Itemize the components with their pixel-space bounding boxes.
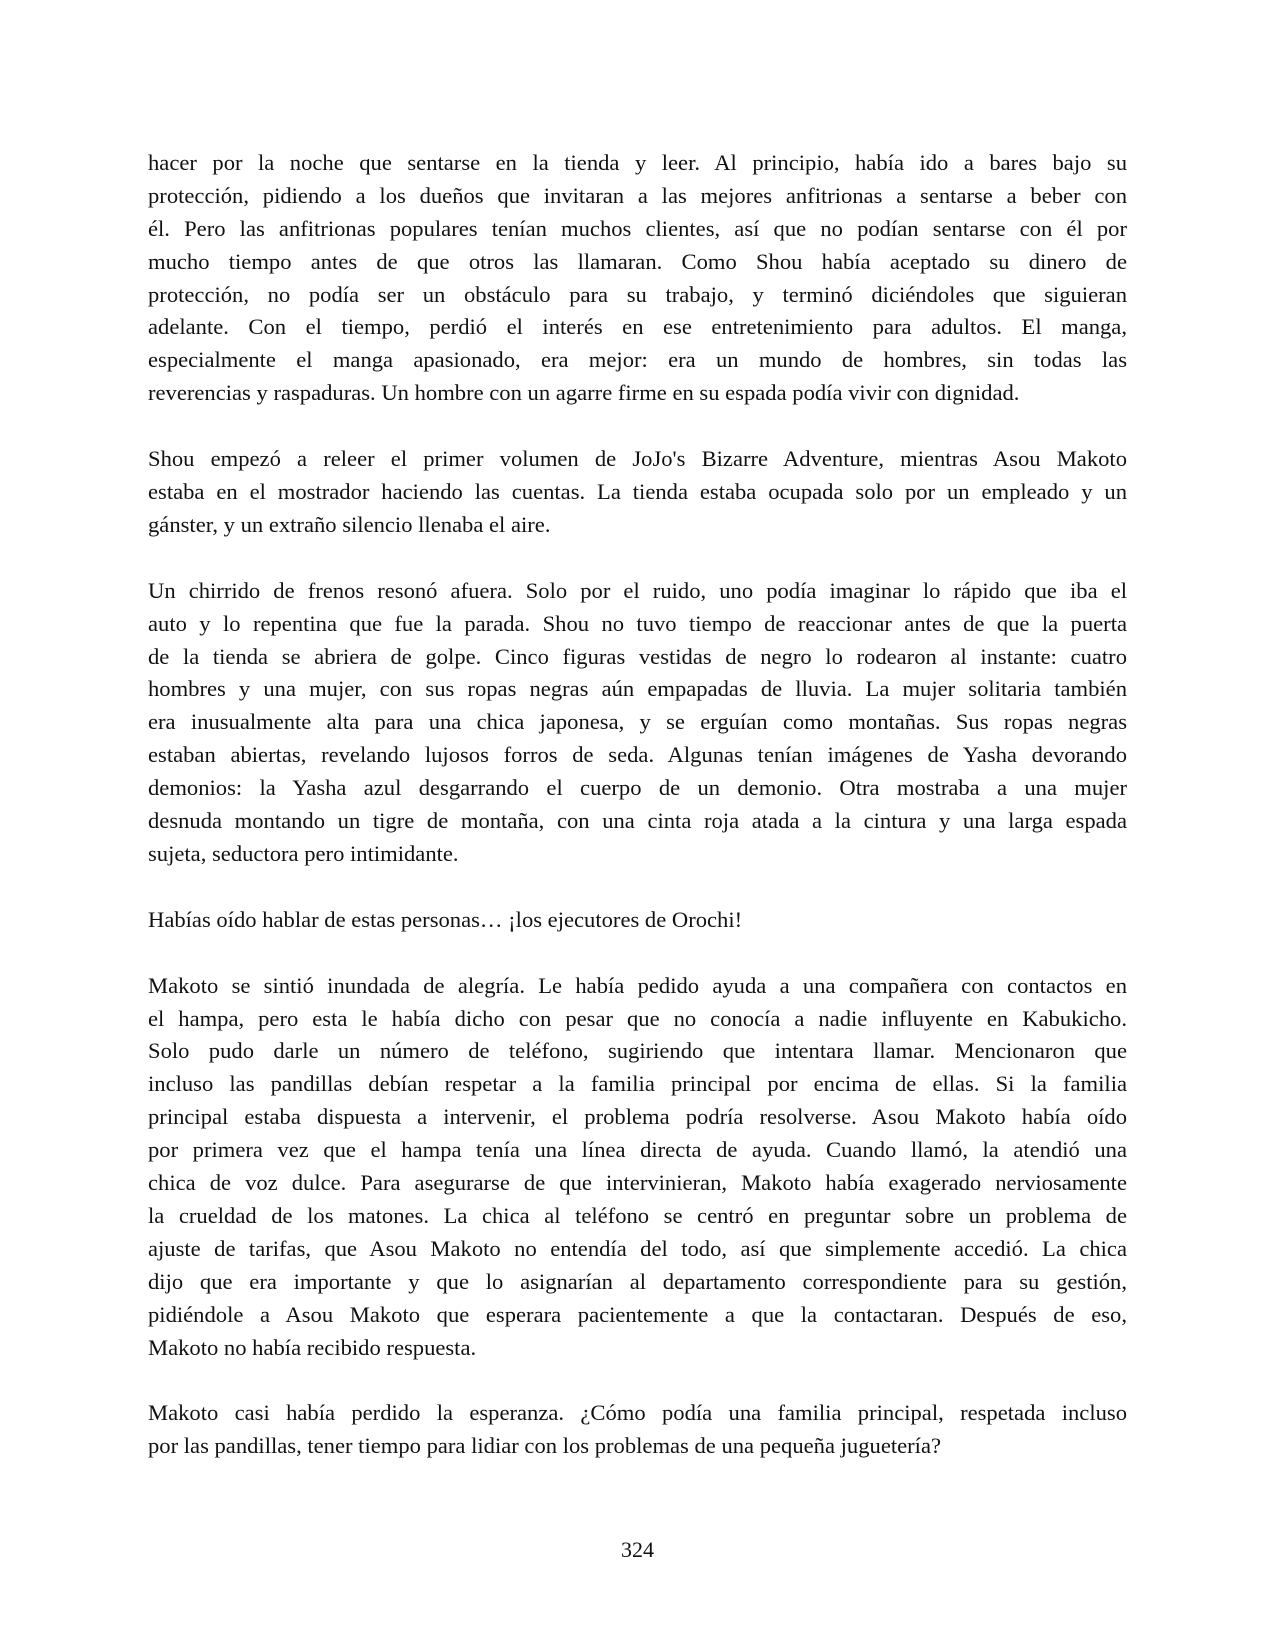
text-line: Habías oído hablar de estas personas… ¡los ejecutores de Orochi! xyxy=(148,906,743,932)
text-line: la crueldad de los matones. La chica al teléfono se centró en preguntar sobre un problema de xyxy=(148,1202,1127,1228)
text-line: ajuste de tarifas, que Asou Makoto no entendía del todo, así que simplemente accedió. La chica xyxy=(148,1235,1127,1261)
paragraph-5 xyxy=(148,970,1127,1365)
paragraph-2 xyxy=(148,443,1127,542)
text-line: pidiéndole a Asou Makoto que esperara pacientemente a que la contactaran. Después de eso, xyxy=(148,1301,1127,1327)
text-line: dijo que era importante y que lo asignarían al departamento correspondiente para su gestión, xyxy=(148,1268,1127,1294)
text-line: chica de voz dulce. Para asegurarse de que intervinieran, Makoto había exagerado nerviosamente xyxy=(148,1170,1127,1196)
text-line: Makoto no había recibido respuesta. xyxy=(148,1334,477,1360)
text-line: él. Pero las anfitrionas populares tenían muchos clientes, así que no podían sentarse con él por xyxy=(148,215,1127,241)
paragraph-4 xyxy=(148,904,1127,937)
text-line: mucho tiempo antes de que otros las llamaran. Como Shou había aceptado su dinero de xyxy=(148,248,1127,274)
text-line: demonios: la Yasha azul desgarrando el cuerpo de un demonio. Otra mostraba a una mujer xyxy=(148,775,1127,801)
text-line: por las pandillas, tener tiempo para lidiar con los problemas de una pequeña juguetería? xyxy=(148,1433,942,1459)
text-line: principal estaba dispuesta a intervenir, el problema podría resolverse. Asou Makoto había oído xyxy=(148,1104,1127,1130)
text-line: incluso las pandillas debían respetar a la familia principal por encima de ellas. Si la familia xyxy=(148,1071,1127,1097)
text-line: de la tienda se abriera de golpe. Cinco figuras vestidas de negro lo rodearon al instante: cuatro xyxy=(148,643,1127,669)
text-line: Solo pudo darle un número de teléfono, sugiriendo que intentara llamar. Mencionaron que xyxy=(148,1038,1127,1064)
text-line: sujeta, seductora pero intimidante. xyxy=(148,840,459,866)
text-line: especialmente el manga apasionado, era mejor: era un mundo de hombres, sin todas las xyxy=(148,347,1127,373)
text-line: era inusualmente alta para una chica japonesa, y se erguían como montañas. Sus ropas negras xyxy=(148,709,1127,735)
text-line: el hampa, pero esta le había dicho con pesar que no conocía a nadie influyente en Kabukicho. xyxy=(148,1005,1127,1031)
text-line: reverencias y raspaduras. Un hombre con un agarre firme en su espada podía vivir con dignidad. xyxy=(148,380,1020,406)
text-line: hombres y una mujer, con sus ropas negras aún empapadas de lluvia. La mujer solitaria también xyxy=(148,676,1127,702)
text-line: Makoto se sintió inundada de alegría. Le había pedido ayuda a una compañera con contactos en xyxy=(148,972,1127,998)
text-line: Un chirrido de frenos resonó afuera. Solo por el ruido, uno podía imaginar lo rápido que iba el xyxy=(148,577,1127,603)
paragraph-1 xyxy=(148,147,1127,410)
text-line: adelante. Con el tiempo, perdió el interés en ese entretenimiento para adultos. El manga, xyxy=(148,314,1127,340)
text-line: hacer por la noche que sentarse en la tienda y leer. Al principio, había ido a bares bajo su xyxy=(148,150,1127,175)
page-number: 324 xyxy=(621,1537,654,1562)
text-line: auto y lo repentina que fue la parada. Shou no tuvo tiempo de reaccionar antes de que la puerta xyxy=(148,610,1127,636)
text-line: por primera vez que el hampa tenía una línea directa de ayuda. Cuando llamó, la atendió una xyxy=(148,1137,1127,1163)
text-line: protección, pidiendo a los dueños que invitaran a las mejores anfitrionas a sentarse a beber con xyxy=(148,182,1127,208)
paragraph-3 xyxy=(148,575,1127,871)
text-line: estaban abiertas, revelando lujosos forros de seda. Algunas tenían imágenes de Yasha devorando xyxy=(148,742,1127,768)
page-body xyxy=(148,147,1127,1496)
text-line: desnuda montando un tigre de montaña, con una cinta roja atada a la cintura y una larga espada xyxy=(148,808,1127,834)
text-line: protección, no podía ser un obstáculo para su trabajo, y terminó diciéndoles que siguieran xyxy=(148,281,1127,307)
paragraph-6 xyxy=(148,1397,1127,1463)
text-line: gánster, y un extraño silencio llenaba el aire. xyxy=(148,511,551,537)
text-line: estaba en el mostrador haciendo las cuentas. La tienda estaba ocupada solo por un empleado y un xyxy=(148,479,1127,505)
text-line: Shou empezó a releer el primer volumen de JoJo's Bizarre Adventure, mientras Asou Makoto xyxy=(148,446,1127,472)
text-line: Makoto casi había perdido la esperanza. ¿Cómo podía una familia principal, respetada incluso xyxy=(148,1400,1127,1426)
